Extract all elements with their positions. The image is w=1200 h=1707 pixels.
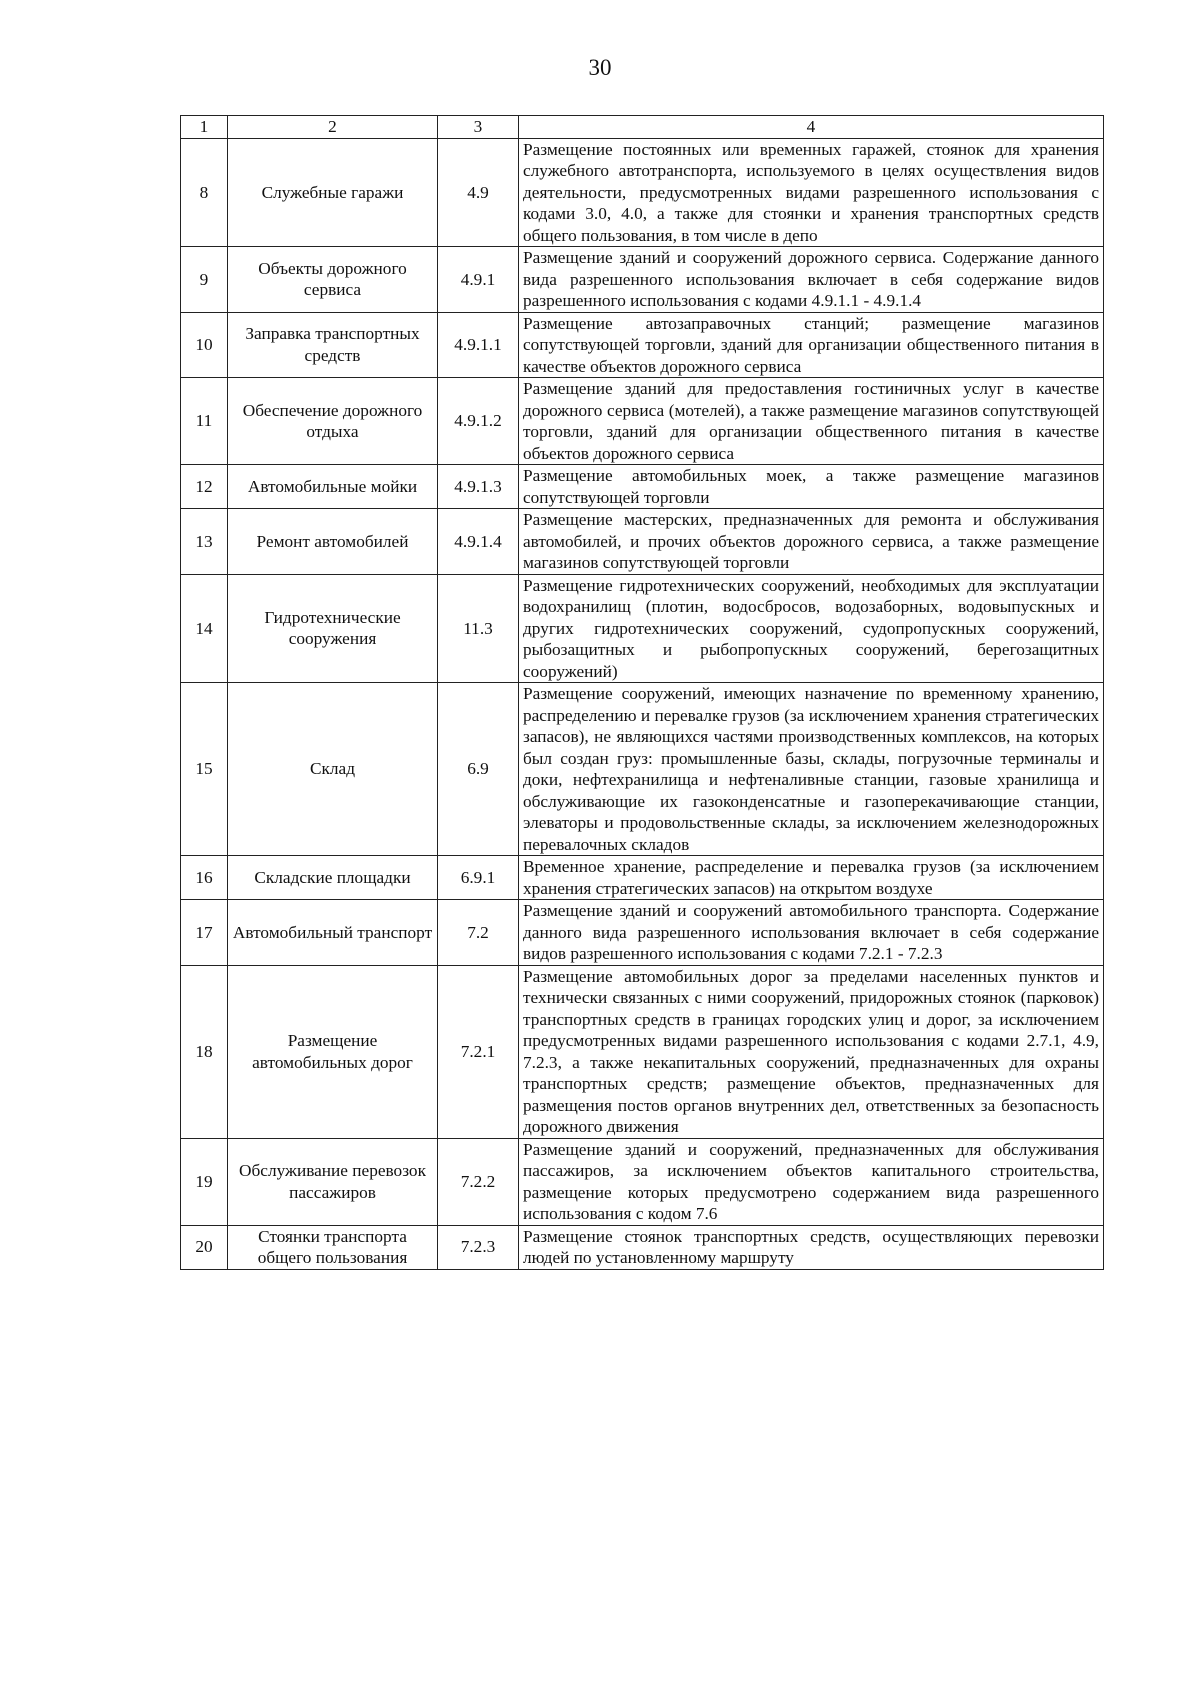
row-number: 16 (181, 856, 228, 900)
table-row (181, 509, 1104, 575)
use-type-description: Размещение зданий и сооружений, предназначенных для обслуживания пассажиров, за исключением объектов капитального строительства, размещение которых предусмотрено содержанием вида разрешенного использования с кодом 7.6 (519, 1138, 1104, 1225)
table-row (181, 900, 1104, 966)
column-header-4: 4 (519, 116, 1104, 139)
use-type-description: Размещение автозаправочных станций; размещение магазинов сопутствующей торговли, зданий для организации общественного питания в качестве объектов дорожного сервиса (519, 312, 1104, 378)
use-type-name: Складские площадки (228, 856, 438, 900)
table-row (181, 1138, 1104, 1225)
use-type-code: 7.2.1 (438, 965, 519, 1138)
use-type-code: 7.2 (438, 900, 519, 966)
use-type-name: Автомобильный транспорт (228, 900, 438, 966)
use-type-name: Служебные гаражи (228, 138, 438, 247)
row-number: 10 (181, 312, 228, 378)
column-header-3: 3 (438, 116, 519, 139)
table-header-row (181, 116, 1104, 139)
use-type-code: 6.9 (438, 683, 519, 856)
use-type-description: Размещение стоянок транспортных средств, осуществляющих перевозки людей по установленному маршруту (519, 1225, 1104, 1269)
row-number: 19 (181, 1138, 228, 1225)
use-type-code: 4.9.1.3 (438, 465, 519, 509)
row-number: 17 (181, 900, 228, 966)
table-row (181, 856, 1104, 900)
use-type-description: Размещение гидротехнических сооружений, необходимых для эксплуатации водохранилищ (плотин, водосбросов, водозаборных, водовыпускных и других гидротехнических сооружений, судопропускных сооружений, рыбозащитных и рыбопропускных сооружений, берегозащитных сооружений) (519, 574, 1104, 683)
table-row (181, 138, 1104, 247)
row-number: 18 (181, 965, 228, 1138)
use-type-code: 4.9.1.4 (438, 509, 519, 575)
column-header-2: 2 (228, 116, 438, 139)
page-number: 30 (588, 55, 612, 80)
table-row (181, 965, 1104, 1138)
table-row (181, 465, 1104, 509)
table-row (181, 574, 1104, 683)
use-type-name: Склад (228, 683, 438, 856)
use-type-name: Объекты дорожного сервиса (228, 247, 438, 313)
use-type-description: Размещение зданий и сооружений дорожного сервиса. Содержание данного вида разрешенного использования включает в себя содержание видов разрешенного использования с кодами 4.9.1.1 - 4.9.1.4 (519, 247, 1104, 313)
use-type-description: Размещение мастерских, предназначенных для ремонта и обслуживания автомобилей, и прочих объектов дорожного сервиса, а также размещение магазинов сопутствующей торговли (519, 509, 1104, 575)
table-row (181, 247, 1104, 313)
row-number: 11 (181, 378, 228, 465)
use-type-name: Обслуживание перевозок пассажиров (228, 1138, 438, 1225)
use-type-description: Размещение автомобильных дорог за пределами населенных пунктов и технически связанных с ними сооружений, придорожных стоянок (парковок) транспортных средств в границах городских улиц и дорог, за исключением предусмотренных видами разрешенного использования с кодами 2.7.1, 4.9, 7.2.3, а также некапитальных сооружений, предназначенных для охраны транспортных средств; размещение объектов, предназначенных для размещения постов органов внутренних дел, ответственных за безопасность дорожного движения (519, 965, 1104, 1138)
use-type-description: Размещение автомобильных моек, а также размещение магазинов сопутствующей торговли (519, 465, 1104, 509)
row-number: 15 (181, 683, 228, 856)
use-type-code: 7.2.2 (438, 1138, 519, 1225)
table-row (181, 1225, 1104, 1269)
table-row (181, 378, 1104, 465)
use-type-code: 4.9.1.2 (438, 378, 519, 465)
use-type-name: Размещение автомобильных дорог (228, 965, 438, 1138)
row-number: 9 (181, 247, 228, 313)
use-type-code: 11.3 (438, 574, 519, 683)
column-header-1: 1 (181, 116, 228, 139)
use-type-description: Размещение сооружений, имеющих назначение по временному хранению, распределению и перевалке грузов (за исключением хранения стратегических запасов), не являющихся частями производственных комплексов, на которых был создан груз: промышленные базы, склады, погрузочные терминалы и доки, нефтехранилища и нефтеналивные станции, газовые хранилища и обслуживающие их газоконденсатные и газоперекачивающие станции, элеваторы и продовольственные склады, за исключением железнодорожных перевалочных складов (519, 683, 1104, 856)
use-type-code: 7.2.3 (438, 1225, 519, 1269)
row-number: 13 (181, 509, 228, 575)
use-type-name: Ремонт автомобилей (228, 509, 438, 575)
use-type-description: Размещение постоянных или временных гаражей, стоянок для хранения служебного автотранспорта, используемого в целях осуществления видов деятельности, предусмотренных видами разрешенного использования с кодами 3.0, 4.0, а также для стоянки и хранения транспортных средств общего пользования, в том числе в депо (519, 138, 1104, 247)
use-type-code: 4.9.1 (438, 247, 519, 313)
row-number: 8 (181, 138, 228, 247)
row-number: 20 (181, 1225, 228, 1269)
use-type-code: 4.9 (438, 138, 519, 247)
table-row (181, 312, 1104, 378)
row-number: 14 (181, 574, 228, 683)
use-type-description: Размещение зданий и сооружений автомобильного транспорта. Содержание данного вида разрешенного использования включает в себя содержание видов разрешенного использования с кодами 7.2.1 - 7.2.3 (519, 900, 1104, 966)
use-type-code: 4.9.1.1 (438, 312, 519, 378)
table-row (181, 683, 1104, 856)
row-number: 12 (181, 465, 228, 509)
land-use-table (180, 115, 1104, 1270)
use-type-description: Размещение зданий для предоставления гостиничных услуг в качестве дорожного сервиса (мотелей), а также размещение магазинов сопутствующей торговли, зданий для организации общественного питания в качестве объектов дорожного сервиса (519, 378, 1104, 465)
use-type-description: Временное хранение, распределение и перевалка грузов (за исключением хранения стратегических запасов) на открытом воздухе (519, 856, 1104, 900)
use-type-name: Автомобильные мойки (228, 465, 438, 509)
use-type-name: Заправка транспортных средств (228, 312, 438, 378)
use-type-code: 6.9.1 (438, 856, 519, 900)
use-type-name: Обеспечение дорожного отдыха (228, 378, 438, 465)
use-type-name: Стоянки транспорта общего пользования (228, 1225, 438, 1269)
use-type-name: Гидротехнические сооружения (228, 574, 438, 683)
